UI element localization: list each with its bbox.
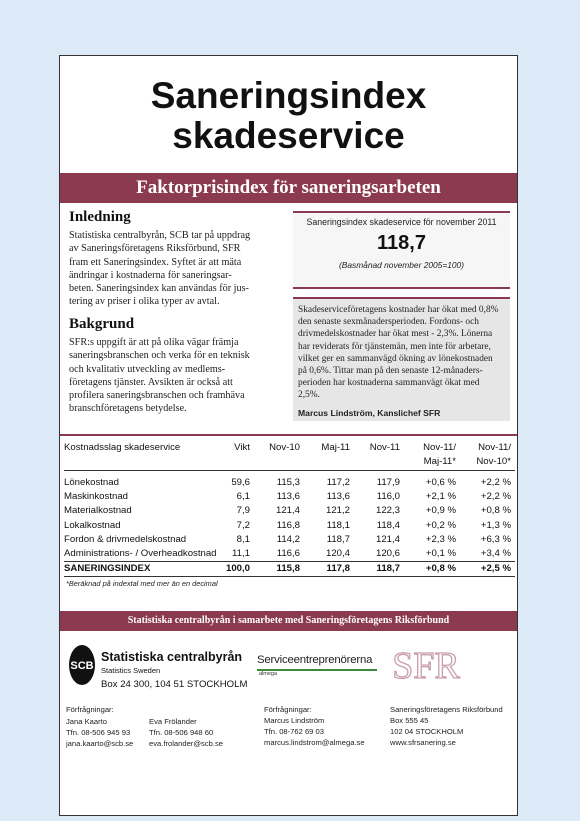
table-cell: 118,7 — [354, 562, 404, 577]
comment-line: den senaste sexmånadersperioden. Fordons- och — [298, 317, 479, 328]
se-contact — [264, 704, 365, 748]
intro-section — [69, 209, 287, 309]
col-header-nov10: Nov-10 — [254, 441, 304, 471]
table-total-row — [64, 562, 515, 577]
table-cell: 114,2 — [276, 533, 300, 545]
table-row — [64, 533, 515, 547]
scb-contact-1 — [66, 716, 133, 749]
col-header-maj11: Maj-11 — [304, 441, 354, 471]
background-line: saneringsbranschen och verka för en teknisk — [69, 350, 250, 362]
table-row — [64, 490, 515, 504]
index-base: (Basmånad november 2005=100) — [338, 260, 464, 270]
table-cell: 116,6 — [276, 548, 300, 560]
col-header-change-12m-line2: Nov-10* — [476, 456, 511, 467]
table-cell: +0,8 % — [480, 505, 511, 517]
table-cell: 7,2 — [236, 519, 250, 531]
table-cell: 120,4 — [325, 548, 350, 560]
table-cell: 118,7 — [326, 533, 350, 545]
scb-logo-icon — [68, 644, 96, 686]
table-cell: 121,2 — [325, 505, 350, 517]
intro-text — [69, 229, 287, 309]
col-header-vikt: Vikt — [222, 441, 254, 471]
contact-phone: Tfn. 08-506 945 93 — [66, 728, 131, 737]
title-banner: Faktorprisindex för saneringsarbeten — [60, 173, 517, 203]
table-cell: 115,8 — [254, 562, 304, 577]
background-line: och kvalitativ utveckling av medlems- — [69, 363, 226, 375]
contact-name: Jana Kaarto — [66, 717, 107, 726]
contact-email-link[interactable]: eva.frolander@scb.se — [149, 739, 223, 748]
serviceentreprenorerna-logo: Serviceentreprenörerna — [257, 654, 373, 666]
table-cell: +2,3 % — [425, 533, 456, 545]
table-cell: +6,3 % — [480, 533, 511, 545]
index-label: Saneringsindex skadeservice för november 2011 — [306, 217, 497, 227]
table-cell: 121,4 — [375, 533, 400, 545]
table-cell: +2,1 % — [425, 491, 456, 503]
background-line: företagens tjänster. Avsikten är också att — [69, 376, 233, 388]
sfr-contact — [390, 704, 503, 748]
title-line-2: skadeservice — [172, 115, 405, 156]
table-cell: +0,1 % — [425, 548, 456, 560]
comment-box — [293, 297, 510, 421]
table-cell: 59,6 — [231, 477, 250, 488]
table-cell: 116,8 — [276, 519, 300, 531]
table-top-rule — [60, 434, 517, 436]
almega-mark: almega — [259, 671, 278, 677]
col-header-change-6m-line2: Maj-11* — [423, 456, 456, 467]
table-cell: +3,4 % — [480, 548, 511, 560]
col-header-change-6m-line1: Nov-11/ — [423, 442, 456, 453]
intro-heading: Inledning — [69, 209, 131, 225]
col-header-change-12m-line1: Nov-11/ — [478, 442, 511, 453]
table-cell: 113,6 — [276, 491, 300, 503]
table-cell: 117,9 — [376, 477, 400, 488]
table-cell: 118,1 — [326, 519, 350, 531]
col-header-kostnadsslag: Kostnadsslag skadeservice — [64, 441, 222, 471]
contact-name: Marcus Lindström — [264, 716, 325, 725]
index-box — [293, 211, 510, 289]
table-row — [64, 476, 515, 490]
scb-address: Box 24 300, 104 51 STOCKHOLM — [101, 679, 248, 690]
table-cell: +0,8 % — [404, 562, 460, 577]
comment-line: på 0,6%. Tittar man på den senaste 12-månaders- — [298, 366, 483, 377]
contact-heading: Förfrågningar: — [264, 705, 312, 714]
table-cell: 11,1 — [232, 548, 250, 560]
sfr-box: Box 555 45 — [390, 716, 429, 725]
index-table — [64, 441, 515, 577]
background-section — [69, 316, 287, 416]
table-cell: Administrations- / Overheadkostnad — [64, 548, 217, 560]
table-cell: +2,5 % — [460, 562, 515, 577]
title-line-1: Saneringsindex — [150, 75, 427, 116]
contact-phone: Tfn. 08-762 69 03 — [264, 727, 324, 736]
contact-phone: Tfn. 08-506 948 60 — [149, 728, 214, 737]
comment-signature: Marcus Lindström, Kanslichef SFR — [298, 407, 441, 418]
table-cell: +2,2 % — [480, 491, 511, 503]
sfr-website-link[interactable]: www.sfrsanering.se — [390, 738, 456, 747]
table-row — [64, 519, 515, 533]
table-cell: 122,3 — [375, 505, 400, 517]
intro-line: beten. Saneringsindex kan användas för jus- — [69, 283, 249, 295]
table-cell: +2,2 % — [480, 477, 511, 488]
table-cell: 115,3 — [276, 477, 300, 488]
table-cell: 100,0 — [222, 562, 254, 577]
index-value: 118,7 — [377, 232, 426, 254]
sfr-logo-text: SFR — [392, 645, 460, 684]
scb-logo-text: SCB — [70, 660, 94, 672]
intro-line: fram ett Saneringsindex. Syftet är att mäta — [69, 256, 242, 268]
intro-line: ändringar i kostnaderna för saneringsar- — [69, 269, 232, 281]
table-cell: +0,2 % — [425, 519, 456, 531]
table-cell: 117,2 — [326, 477, 350, 488]
table-cell: SANERINGSINDEX — [64, 562, 222, 577]
col-header-nov11: Nov-11 — [354, 441, 404, 471]
scb-name: Statistiska centralbyrån — [101, 650, 243, 664]
contact-name: Eva Frölander — [149, 717, 197, 726]
contact-email-link[interactable]: jana.kaarto@scb.se — [66, 739, 134, 748]
comment-line: drivmedelskostnader har ökat mest - 2,3%. Lönerna — [298, 329, 493, 340]
background-heading: Bakgrund — [69, 316, 135, 332]
col-header-change-12m — [460, 441, 515, 471]
table-row — [64, 504, 515, 518]
contact-email-link[interactable]: marcus.lindstrom@almega.se — [264, 738, 365, 747]
comment-line: perioden har kostnaderna sammanvägt ökat med — [298, 378, 480, 389]
comment-line: Skadeserviceföretagens kostnader har ökat med 0,8% — [298, 305, 499, 315]
table-cell: Materialkostnad — [64, 505, 132, 517]
table-cell: +1,3 % — [480, 519, 511, 531]
table-cell: Lönekostnad — [64, 477, 119, 488]
table-cell: Lokalkostnad — [64, 519, 121, 531]
background-line: SFR:s uppgift är att på olika vägar främja — [69, 337, 239, 348]
intro-line: tering av priser i olika typer av avtal. — [69, 296, 220, 308]
scb-contact-2 — [149, 716, 223, 749]
intro-line: av Saneringsföretagens Riksförbund, SFR — [69, 243, 241, 255]
sfr-postal: 102 04 STOCKHOLM — [390, 727, 464, 736]
comment-line: 2,5%. — [298, 390, 320, 401]
sfr-org-name: Saneringsföretagens Riksförbund — [390, 705, 503, 714]
table-cell: 117,8 — [304, 562, 354, 577]
table-cell: 121,4 — [275, 505, 300, 517]
sfr-logo-icon — [386, 644, 466, 684]
scb-subname: Statistics Sweden — [101, 666, 161, 675]
table-cell: 120,6 — [375, 548, 400, 560]
table-cell: 118,4 — [376, 519, 400, 531]
scb-contact-heading: Förfrågningar: — [66, 705, 114, 714]
table-footnote: *Beräknad på indextal med mer än en decimal — [66, 579, 218, 588]
table-row — [64, 547, 515, 562]
table-cell: 8,1 — [236, 533, 250, 545]
table-cell: Fordon & drivmedelskostnad — [64, 533, 187, 545]
document-page — [59, 55, 518, 816]
bottom-banner: Statistiska centralbyrån i samarbete med Saneringsföretagens Riksförbund — [60, 611, 517, 631]
table-cell: +0,9 % — [425, 505, 456, 517]
comment-line: har reviderats för tjänstemän, men inte för arbetare, — [298, 341, 491, 352]
comment-line: vilket ger en sammanvägd ökning av lönekostnaden — [298, 353, 493, 364]
table-cell: 116,0 — [376, 491, 400, 503]
table-cell: +0,6 % — [425, 477, 456, 488]
background-line: branschföretagens betydelse. — [69, 403, 187, 415]
intro-line: Statistiska centralbyrån, SCB tar på uppdrag — [69, 230, 251, 241]
col-header-change-6m — [404, 441, 460, 471]
table-cell: 7,9 — [236, 505, 250, 517]
table-cell: Maskinkostnad — [64, 491, 128, 503]
table-header-row — [64, 441, 515, 471]
table-cell: 6,1 — [236, 491, 250, 503]
background-text — [69, 336, 287, 416]
table-cell: 113,6 — [326, 491, 350, 503]
background-line: profilera saneringsbranschen och framhäva — [69, 390, 245, 402]
